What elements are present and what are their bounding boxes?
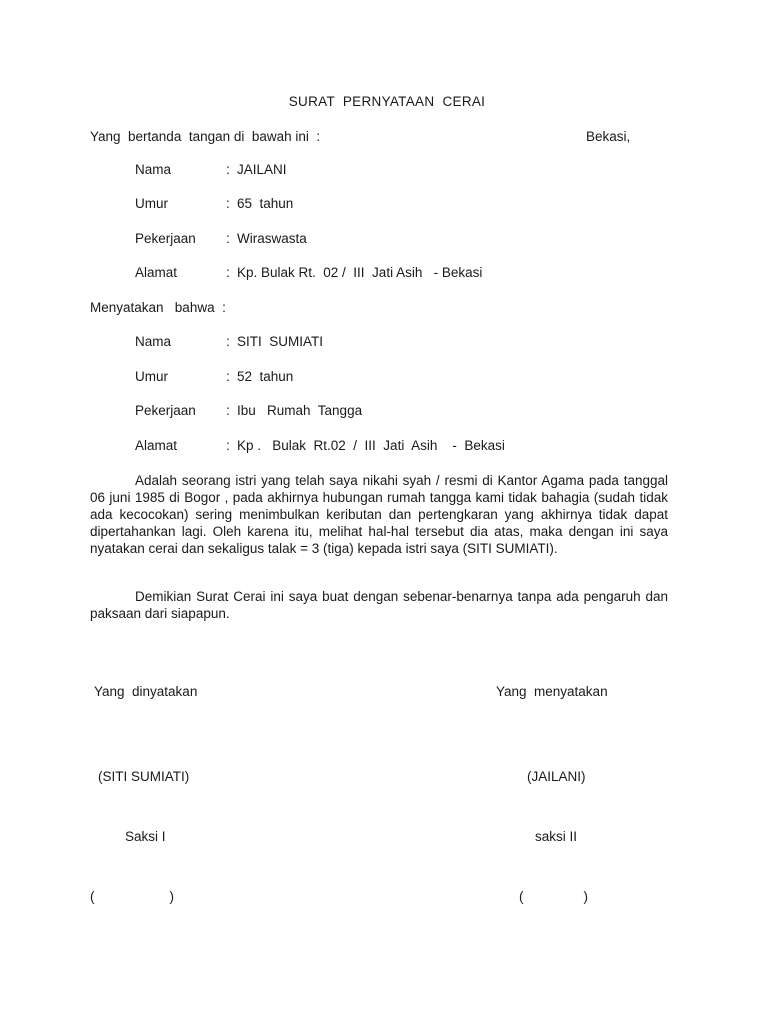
field-label: Nama [135, 162, 172, 177]
field-label: Pekerjaan [135, 231, 196, 246]
intro-text: Yang bertanda tangan di bawah ini : [90, 129, 321, 144]
field-value: 65 tahun [237, 196, 294, 211]
field-value: SITI SUMIATI [237, 334, 324, 349]
field-colon: : [226, 196, 230, 211]
body-paragraph-2: Demikian Surat Cerai ini saya buat dengan sebenar-benarnya tanpa ada pengaruh dan paksaan dari siapapun. [90, 589, 668, 621]
field-colon: : [226, 162, 230, 177]
document-title: SURAT PERNYATAAN CERAI [288, 94, 486, 109]
field-value: Ibu Rumah Tangga [237, 403, 363, 418]
field-colon: : [226, 265, 230, 280]
field-label: Nama [135, 334, 172, 349]
signature-left-name: (SITI SUMIATI) [98, 769, 190, 784]
witness-left-label: Saksi I [125, 829, 166, 844]
field-colon: : [226, 231, 230, 246]
field-label: Umur [135, 196, 168, 211]
field-label: Pekerjaan [135, 403, 196, 418]
signature-right-role: Yang menyatakan [496, 684, 608, 699]
field-colon: : [226, 369, 230, 384]
field-value: Wiraswasta [237, 231, 307, 246]
field-value: Kp . Bulak Rt.02 / III Jati Asih - Bekasi [237, 438, 505, 453]
field-value: Kp. Bulak Rt. 02 / III Jati Asih - Bekasi [237, 265, 483, 280]
place-date: Bekasi, [586, 129, 631, 144]
body-paragraph-1: Adalah seorang istri yang telah saya nikahi syah / resmi di Kantor Agama pada tanggal 06 juni 1985 di Bogor , pada akhirnya hubungan rumah tangga kami tidak bahagia (sudah tidak ada kecocokan) sering menimbulkan keributan dan pertengkaran yang akhirnya tidak dapat dipertahankan lagi. Oleh karena itu, melihat hal-hal tersebut dia atas, maka dengan ini saya nyatakan cerai dan sekaligus talak = 3 (tiga) kepada istri saya (SITI SUMIATI). [90, 473, 668, 556]
field-value: JAILANI [237, 162, 287, 177]
signature-left-role: Yang dinyatakan [94, 684, 198, 699]
statement-intro: Menyatakan bahwa : [90, 300, 226, 315]
witness-right-blank: ( ) [519, 889, 589, 904]
signature-right-name: (JAILANI) [527, 769, 586, 784]
field-label: Alamat [135, 438, 178, 453]
witness-left-blank: ( ) [90, 889, 175, 904]
field-label: Umur [135, 369, 168, 384]
field-colon: : [226, 403, 230, 418]
field-label: Alamat [135, 265, 178, 280]
field-colon: : [226, 438, 230, 453]
witness-right-label: saksi II [535, 829, 578, 844]
field-value: 52 tahun [237, 369, 294, 384]
field-colon: : [226, 334, 230, 349]
